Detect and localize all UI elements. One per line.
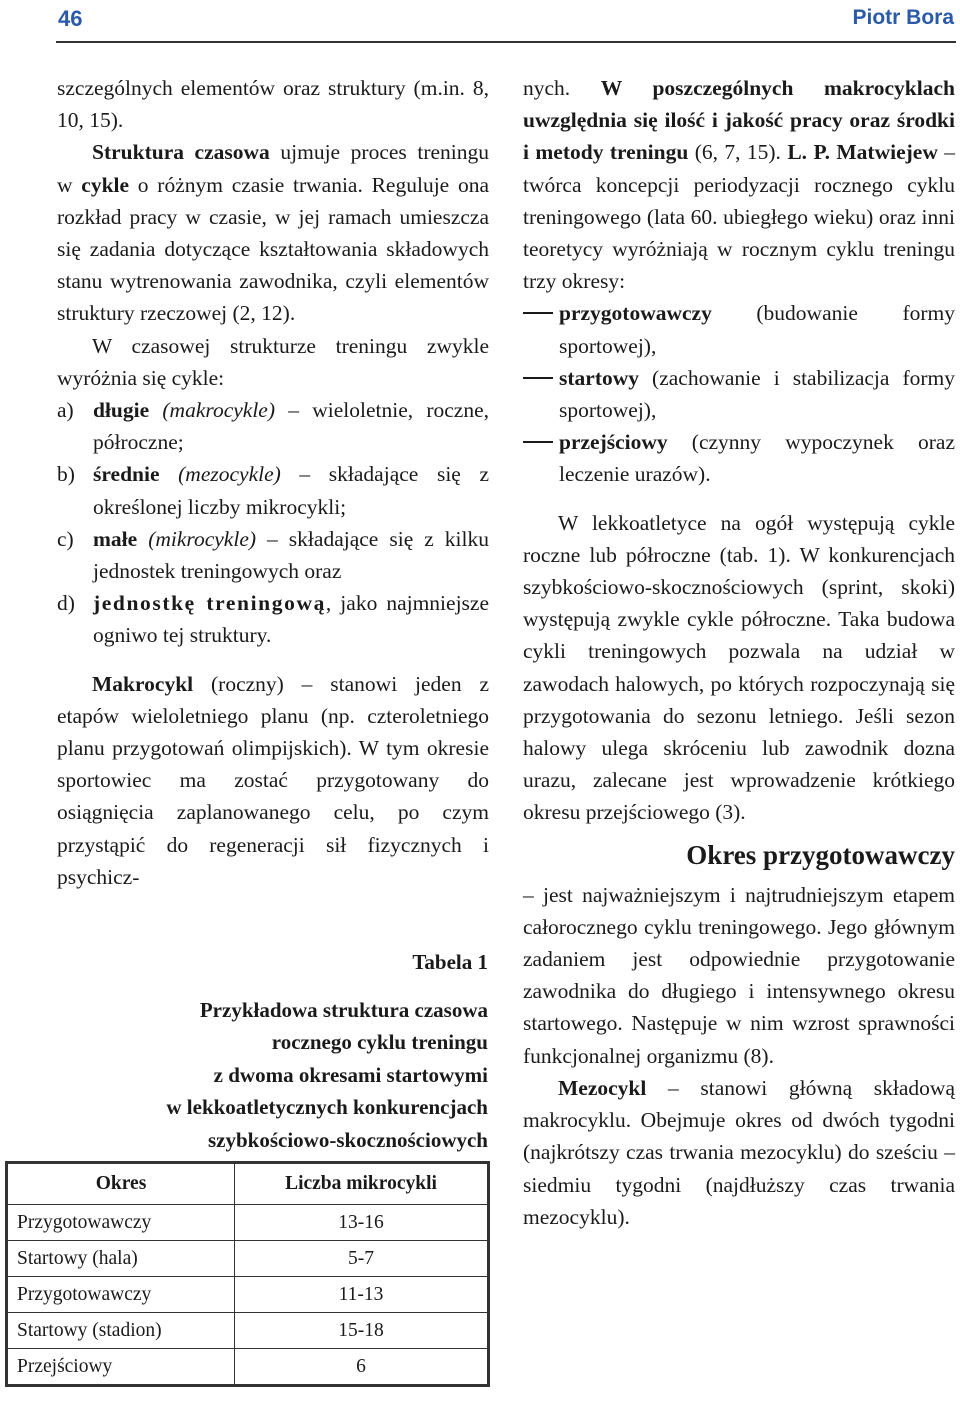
table-row (8, 1349, 488, 1385)
table-row (8, 1313, 488, 1349)
table-title-line: szybkościowo-skocznościowych (207, 1127, 488, 1152)
header-rule (56, 41, 956, 43)
table-header-row (8, 1164, 488, 1205)
paragraph (523, 72, 955, 297)
table-title-line: Przykładowa struktura czasowa (199, 998, 488, 1022)
table-cell: Przygotowawczy (8, 1205, 235, 1241)
table-title-line: z dwoma okresami startowymi (213, 1062, 488, 1087)
paragraph: W czasowej strukturze treningu zwykle wyróżnia się cykle: (57, 333, 489, 390)
list-item (523, 426, 955, 490)
data-table (7, 1163, 488, 1385)
term: przygotowawczy (559, 301, 712, 326)
dash-marker (523, 377, 553, 379)
term-paren: (mikrocykle) (148, 526, 257, 551)
page-header (0, 0, 960, 44)
term: długie (93, 398, 150, 423)
text: (czynny wypoczynek oraz leczenie urazów). (559, 430, 955, 487)
term: Mezocykl (558, 1075, 647, 1100)
section-heading: Okres przygotowawczy (686, 839, 955, 870)
text: o różnym czasie trwania. Reguluje ona rozkład pracy w czasie, w jej ramach umieszcza się zadania dotyczące kształtowania składowych stanu wytrenowania zawodnika, czyli elementów struktury rzeczowej (2, 12). (57, 172, 489, 326)
dash-marker (523, 312, 553, 314)
column-header: Liczba mikrocykli (235, 1164, 488, 1205)
table-title-line: w lekkoatletycznych konkurencjach (166, 1095, 488, 1120)
text: (zachowanie i stabilizacja formy sportowej), (559, 365, 955, 423)
table-cell: 6 (235, 1349, 488, 1385)
list-item (523, 362, 955, 426)
table-row (8, 1277, 488, 1313)
table-row (8, 1205, 488, 1241)
list-label: d) (57, 591, 75, 616)
term-paren: (mezocykle) (178, 462, 281, 487)
table-cell: Startowy (stadion) (8, 1313, 235, 1349)
paragraph (57, 136, 489, 329)
table-cell: 5-7 (235, 1241, 488, 1277)
term: startowy (559, 365, 640, 390)
list-item (57, 523, 489, 587)
list-label: a) (57, 398, 74, 423)
table-title (40, 994, 488, 1156)
paragraph: szczególnych elementów oraz struktury (m.in. 8, 10, 15). (57, 76, 489, 133)
list-item (57, 587, 489, 651)
text: nych. (523, 76, 601, 100)
text: (budowanie formy sportowej), (559, 301, 955, 358)
paragraph: W lekkoatletyce na ogół występują cykle roczne lub półroczne (tab. 1). W konkurencjach szybkościowo-skocznościowych (sprint, skoki) występują zwykle cykle półroczne. Taka budowa cykli treningowych pozwala na udział w zawodach halowych, po których rozpoczynają się przygotowania do sezonu letniego. Jeśli sezon halowy ulega skróceniu lub zawodnik dozna urazu, zalecane jest wprowadzenie krótkiego okresu przejściowego (3). (523, 510, 955, 825)
text: – wieloletnie, roczne, półroczne; (93, 398, 490, 455)
column-header: Okres (8, 1164, 235, 1205)
period-list (523, 297, 955, 490)
table-cell: Przygotowawczy (8, 1277, 235, 1313)
term: Makrocykl (92, 671, 194, 696)
paragraph (523, 1072, 955, 1233)
page-number: 46 (58, 6, 83, 31)
list-item (57, 394, 489, 458)
term-paren: (makrocykle) (162, 398, 275, 423)
list-item (523, 297, 955, 361)
text: – składające się z określonej liczby mikrocykli; (93, 462, 490, 519)
table-cell: 15-18 (235, 1313, 488, 1349)
term: małe (93, 526, 138, 551)
text: (6, 7, 15). (688, 140, 788, 165)
right-column (523, 72, 955, 1233)
table-row (8, 1241, 488, 1277)
dash-marker (523, 441, 553, 443)
paragraph: – jest najważniejszym i najtrudniejszym etapem całorocznego cyklu treningowego. Jego głównym zadaniem jest odpowiednie przygotowanie zawodnika do długiego i intensywnego okresu startowego. Następuje w nim wzrost sprawności funkcjonalnej organizmu (8). (523, 882, 955, 1068)
text: – składające się z kilku jednostek treningowych oraz (93, 526, 489, 584)
list-label: b) (57, 462, 75, 487)
table-cell: 11-13 (235, 1277, 488, 1313)
table-cell: Przejściowy (8, 1349, 235, 1385)
term: przejściowy (559, 430, 668, 455)
term: cykle (81, 172, 130, 197)
table-label: Tabela 1 (412, 950, 488, 974)
term: jednostkę treningową (93, 591, 326, 616)
running-head-author: Piotr Bora (852, 6, 954, 29)
spacer (523, 491, 955, 507)
text: – twórca koncepcji periodyzacji rocznego cyklu treningowego (lata 60. ubiegłego wieku) oraz inni teoretycy wyróżniają w rocznym cyklu treningu trzy okresy: (523, 140, 955, 294)
left-column (57, 72, 489, 893)
text: – stanowi główną składową makrocyklu. Obejmuje okres od dwóch tygodni (najkrótszy czas trwania mezocyklu) do sześciu – siedmiu tygodni (najdłuższy czas trwania mezocyklu). (523, 1075, 955, 1229)
cycle-list (57, 394, 489, 652)
table-cell: Startowy (hala) (8, 1241, 235, 1277)
text: (roczny) – stanowi jeden z etapów wieloletniego planu (np. czteroletniego planu przygotowań olimpijskich). W tym okresie sportowiec ma zostać przygotowany do osiągnięcia zaplanowanego celu, po czym przystąpić do regeneracji sił fizycznych i psychicz- (57, 671, 489, 889)
emphasis: W poszczególnych makrocyklach uwzględnia się ilość i jakość pracy oraz środki i metody treningu (523, 76, 955, 165)
table-title-line: rocznego cyklu treningu (271, 1030, 488, 1055)
term: średnie (93, 462, 160, 487)
text: ujmuje proces treningu w (57, 140, 489, 197)
table-cell: 13-16 (235, 1205, 488, 1241)
text: , jako najmniejsze ogniwo tej struktury. (93, 591, 489, 648)
list-label: c) (57, 526, 74, 551)
paragraph (57, 668, 489, 893)
spacer (57, 652, 489, 668)
person-name: L. P. Matwiejew (787, 140, 938, 165)
term: Struktura czasowa (92, 140, 270, 165)
list-item (57, 458, 489, 522)
